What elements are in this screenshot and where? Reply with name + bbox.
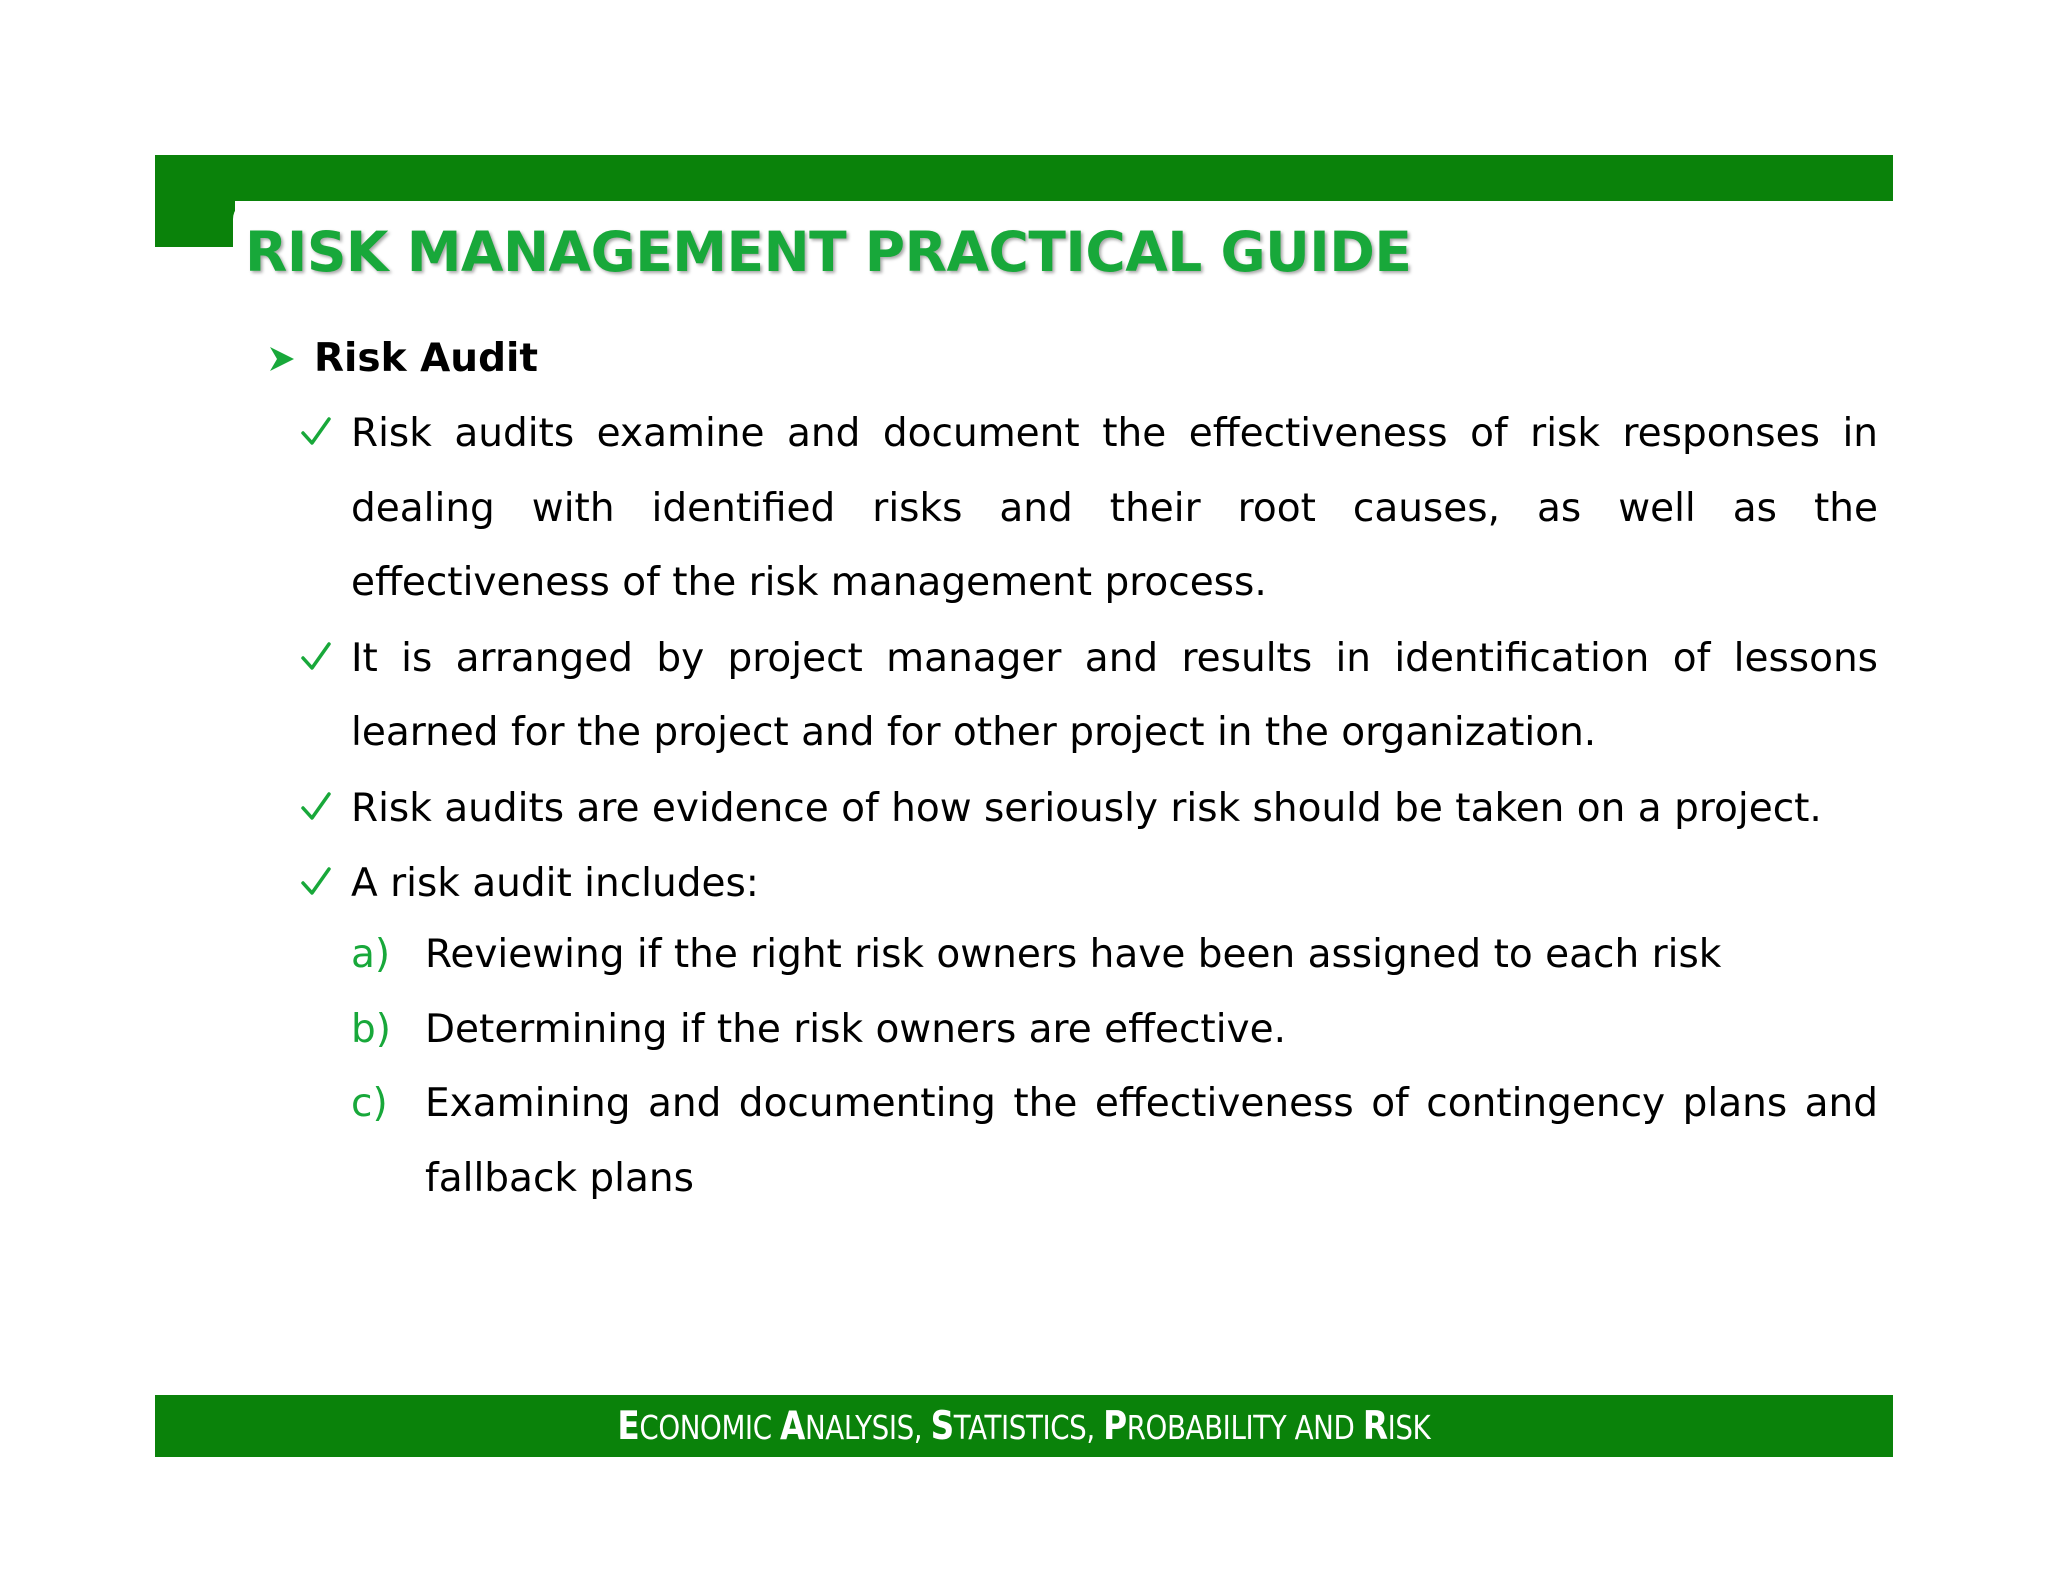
header-band-tab: [155, 155, 235, 247]
footer-word: CONOMIC: [639, 1407, 781, 1447]
bullet-text: Risk audits are evidence of how seriously risk should be taken on a project.: [351, 785, 1822, 831]
header-band: [155, 155, 1893, 201]
checkmark-icon: [300, 415, 332, 449]
footer-initial: E: [617, 1403, 640, 1449]
section-risk-audit: [268, 336, 538, 381]
footer-text: [618, 1404, 1431, 1449]
checkmark-icon: [300, 640, 332, 674]
arrowhead-bullet-icon: [268, 345, 296, 373]
footer-initial: P: [1103, 1403, 1127, 1449]
list-marker: b): [351, 1006, 391, 1052]
bullet-text: A risk audit includes:: [351, 861, 759, 906]
list-item-text: Reviewing if the right risk owners have been assigned to each risk: [425, 932, 1722, 977]
footer-word: TATISTICS,: [953, 1407, 1104, 1447]
footer-word: ISK: [1387, 1407, 1431, 1447]
checkmark-icon: [300, 790, 332, 824]
checkmark-icon: [300, 865, 332, 899]
list-item: [351, 918, 1878, 993]
bullet-item: [300, 397, 1878, 621]
list-item: [351, 1067, 1878, 1216]
list-item-text: Examining and documenting the effectiveness of contingency plans and fallback plans: [425, 1081, 1878, 1201]
footer-initial: S: [930, 1403, 954, 1449]
list-marker: a): [351, 932, 391, 977]
footer-initial: A: [780, 1403, 806, 1449]
bullet-item: [300, 847, 1878, 922]
bullet-text: Risk audits examine and document the effectiveness of risk responses in dealing with identified risks and their root causes, as well as the effectiveness of the risk management process.: [351, 411, 1878, 605]
bullet-text: It is arranged by project manager and results in identification of lessons learned for the project and for other project in the organization.: [351, 635, 1878, 755]
bullet-list: [300, 397, 1878, 923]
footer-word: NALYSIS,: [805, 1407, 931, 1447]
list-item: [351, 993, 1878, 1068]
list-marker: c): [351, 1081, 388, 1126]
footer-band: [155, 1395, 1893, 1457]
section-heading: Risk Audit: [314, 336, 539, 381]
footer-initial: R: [1362, 1403, 1388, 1449]
lettered-list: [351, 918, 1878, 1216]
bullet-item: [300, 622, 1878, 771]
footer-word: ROBABILITY AND: [1126, 1407, 1363, 1447]
slide-title: RISK MANAGEMENT PRACTICAL GUIDE: [245, 220, 1412, 284]
bullet-item: [300, 772, 1878, 847]
list-item-text: Determining if the risk owners are effective.: [425, 1006, 1287, 1052]
